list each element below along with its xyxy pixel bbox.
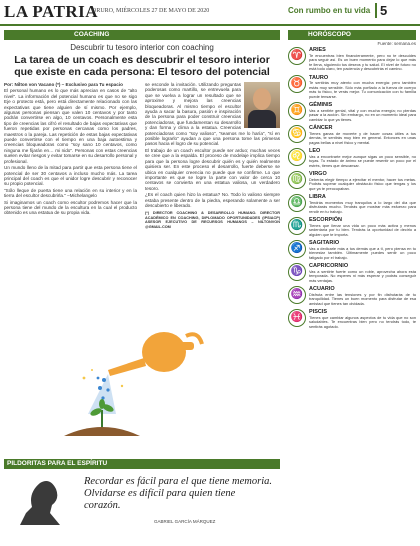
watering-can-plant-illustration — [4, 318, 280, 438]
person-silhouette-icon — [12, 473, 72, 525]
zodiac-sign-icon: ♎ — [288, 194, 306, 212]
horoscope-entry-escorpión — [288, 217, 416, 237]
author-credit: (*) DIRECTOR COACHING & DESARROLLO HUMANO. DIRECTOR ACADÉMICO EN COACHING, DIPLOMADO OPORTUNIDADES (IPSIACP) ASESOR EJECUTIVO DE RECURSOS HUMANOS – NILTONVON @GMAIL.COM — [145, 211, 280, 229]
sign-text: Vas a dedicarle más a tus demás que a ti, pero piensa en tu bienestar también. Últimamente puedes sentir un poco fatigado por el trabajo. — [309, 245, 416, 260]
zodiac-sign-icon: ♒ — [288, 286, 306, 304]
horoscope-entry-capricornio — [288, 263, 416, 283]
article-paragraph: El personal humano es lo que más aprecian en casos de "alto nivel". La información del potencial humano es que no se sigo Eje o protecto está, pero está directamente relacionado con las expectativas que tiene alguien de sí mismo. Por ejemplo, algunas personas piensan que valen 10 centavos y por tanto podrán convertirse en algo, 10 centavos. Personalmente esta tipo de creencias las cifró el resultado de bajas expectativas que fueron repetidas por personas cercanas como los padres, maestros o la pareja. Las repetición de estas bajas expectativas puede convertirse con el tiempo en una baja autoestima y creencias bloqueadoras como "soy sano 10 centavos, como ninguna me fijarán en… mi nido". Personas con estas creencias suelen evitar riesgos y evitar tomarse en su desarrollo personal y profesional. — [4, 88, 137, 164]
horoscope-entry-tauro — [288, 75, 416, 100]
sign-name: ACUARIO — [309, 286, 335, 292]
article-body — [4, 82, 280, 332]
coaching-article — [4, 30, 280, 332]
section-header-horoscope: HORÓSCOPO — [288, 30, 416, 40]
zodiac-sign-icon: ♑ — [288, 263, 306, 281]
sign-name: ESCORPIÓN — [309, 217, 343, 223]
sign-name: SAGITARIO — [309, 240, 340, 246]
sign-text: Vas a sentirte genial, vital y con mucha energía; no pierdas pasar a la acción. Sin embargo, no en un momento ideal para cambiar lo que ya tienes. — [309, 107, 416, 122]
article-headline: La tarea de un coach es descubrir el tesoro interior que existe en cada persona: El tesoro del potencial — [14, 54, 270, 78]
zodiac-sign-icon: ♈ — [288, 47, 306, 65]
article-paragraph: El trabajo de un coach escultor puede ser arduo; muchas veces se cree que a la espalda. El proceso de modelaje implica tiempo para que la persona logre descubrir quién es y quién realmente quisiera ser. En este proceso el desarrollo, fuerte deberse se ubica en cualquier creencia no puede que se confirme. Lo que importante es que se logre la parte con valor de cerca 10 centavos se convierta en una estatua valiosa, un verdadero tesoro. — [145, 147, 280, 191]
horoscope-entry-acuario — [288, 286, 416, 306]
zodiac-sign-icon: ♋ — [288, 125, 306, 143]
article-paragraph: Si imaginamos un coach como escultor podremos hacer que la persona tiene del mundo de la escultura en la cual el producto obtenido es una estatua de su propia vida. — [4, 199, 137, 216]
brand-logo: LA PATRIA — [4, 2, 99, 21]
masthead — [0, 0, 420, 26]
article-column-1 — [4, 82, 137, 217]
section-header-pildoritas: PILDORITAS PARA EL ESPÍRITU — [4, 459, 280, 469]
article-paragraph: se esconde la invitación. Utilizando preguntas poderosas como martillo, se entrevuela para que se vuelva a lograr un resultado que se aproxime y mejora las creencias bloqueadoras. Al mismo tiempo el escultor ayuda a sacar la basura, pasión e inspiración de la persona para poder construir creencias potenciadoras, que fundamentan su desarrollo y dan forma y clima a la estatua. Creencias potenciadoras como "soy valioso", "seamos me lo haría", "sí en posible lograrlo" ayudan a que una persona tome las primeras pasos hacia el logro de su potencial. — [145, 82, 280, 147]
sign-text: Disfruta entre las tensiones y por fin disfrutarás de tu tranquilidad. Tienes un buen momento para disfrutar de esa amistad que tienes tan olvidada. — [309, 291, 416, 306]
section-title: Con rumbo en tu vida — [288, 6, 371, 15]
sign-name: CÁNCER — [309, 125, 333, 131]
horoscope-list — [288, 47, 416, 329]
horoscope-entry-sagitario — [288, 240, 416, 260]
zodiac-sign-icon: ♌ — [288, 148, 306, 166]
horoscope-source: Fuente: semana.es — [377, 41, 416, 46]
sign-text: Tendrás momentos muy tranquilos a lo largo del día que disfrutarás mucho. Tendrás que mostrar más esfuerzo para rendir en tu trabajo. — [309, 199, 416, 214]
zodiac-sign-icon: ♉ — [288, 75, 306, 93]
zodiac-sign-icon: ♍ — [288, 171, 306, 189]
zodiac-sign-icon: ♐ — [288, 240, 306, 258]
sign-name: VIRGO — [309, 171, 327, 177]
sign-text: Vas a encontrarte mejor aunque sigas un poco sensible, no tuyas. Tu estado de ánimo se puede resentir un poco por el estrés, tienes que descansar. — [309, 153, 416, 168]
sign-name: TAURO — [309, 74, 329, 81]
article-paragraph: Un mundo lleno de la mitad para partir que esta persona tiene el potencial de ser 30 centavos a incluso mucho más. La tarea principal del coach es que el unidor logre descubrir y reconocer su propio potencial. — [4, 165, 137, 187]
sign-name: LIBRA — [309, 194, 326, 200]
sign-text: Tienes que llenar una vida un poco más activa y menos sedentaria por tu bien. Tendrás la oportunidad de decirlo a alguien que te importa. — [309, 222, 416, 237]
sign-text: Te encuentras bien financieramente, pero no te descuides para seguir así. Es un buen momento para dejar lo que más te llena, siguiendo tus deseos y tu salud. El nivel de futuro no está todo claro, ten paciencia y descubrirás el camino. — [309, 52, 416, 71]
sign-name: GÉMINIS — [309, 102, 333, 108]
article-paragraph: ¿Es el coach quien hizo la estatua? No. Todo lo valioso siempre estaba presente dentro de la piedra, esperando solamente a ser descubierto e liberado. — [145, 192, 280, 208]
coach-portrait-photo — [244, 82, 280, 128]
quote-author: GABRIEL GARCÍA MÁRQUEZ — [154, 519, 216, 524]
sign-name: CAPRICORNIO — [309, 263, 349, 269]
horoscope-entry-libra — [288, 194, 416, 214]
dateline: ORURO, MIÉRCOLES 27 DE MAYO DE 2020 — [92, 8, 210, 14]
sign-text: Tienes ganas de moverte y de hacer cosas útiles a tus demás, te sentirás muy bien en general. Entonces en unas pagas bellas a nivel físico y mental. — [309, 130, 416, 145]
article-column-2 — [145, 82, 280, 229]
sign-name: PISCIS — [309, 309, 328, 315]
sign-name: LEO — [309, 148, 321, 154]
horoscope-entry-aries — [288, 47, 416, 72]
section-header-coaching: COACHING — [4, 30, 280, 40]
horoscope-entry-géminis — [288, 102, 416, 122]
quote-text: Recordar es fácil para el que tiene memoria. Olvidarse es difícil para quien tiene corazón. — [84, 476, 272, 511]
sign-text: Vas a sentirte fuerte como un roble, aprovecha ahora esta temporada. No esperes ni más esperar y podrás conseguir más ventajas. — [309, 268, 416, 283]
horoscope-entry-leo — [288, 148, 416, 168]
article-byline: Por: Nilton von Vacano (*) – Exclusivo para Tu espacio — [4, 82, 123, 87]
page-number: 5 — [375, 3, 387, 18]
horoscope-entry-piscis — [288, 309, 416, 329]
sign-text: Tienes que cambiar algunos aspectos de tu vida que no son saludables. Te encuentras bien pero no tendrás todo, te sentirás agotado. — [309, 314, 416, 329]
quote-box — [4, 471, 280, 527]
sign-name: ARIES — [309, 47, 326, 53]
sign-text: Deberás elegir tiempo a ejercitar el mentor, hacer tus metas. Podrás superar cualquier obstáculo físico que tengas y los que ya te preocupaban. — [309, 176, 416, 191]
horoscope-column — [288, 30, 416, 332]
article-paragraph: "Sólo lleque de puerta tiene una relación en su interior y en la tierra del escultor descubrirla." –Michelangelo — [4, 187, 137, 199]
zodiac-sign-icon: ♊ — [288, 102, 306, 120]
sign-text: Te sentirás muy atento con mucha energía: pero también estás muy sensible. Sólo más porfiado a la fuerza de cuerpo más tu físico, te verás mejor. Tu comunicación con tu familia puede tensarse. — [309, 80, 416, 99]
zodiac-sign-icon: ♓ — [288, 309, 306, 327]
article-kicker: Descubrir tu tesoro interior con coaching — [70, 43, 214, 52]
horoscope-entry-virgo — [288, 171, 416, 191]
horoscope-entry-cáncer — [288, 125, 416, 145]
zodiac-sign-icon: ♏ — [288, 217, 306, 235]
